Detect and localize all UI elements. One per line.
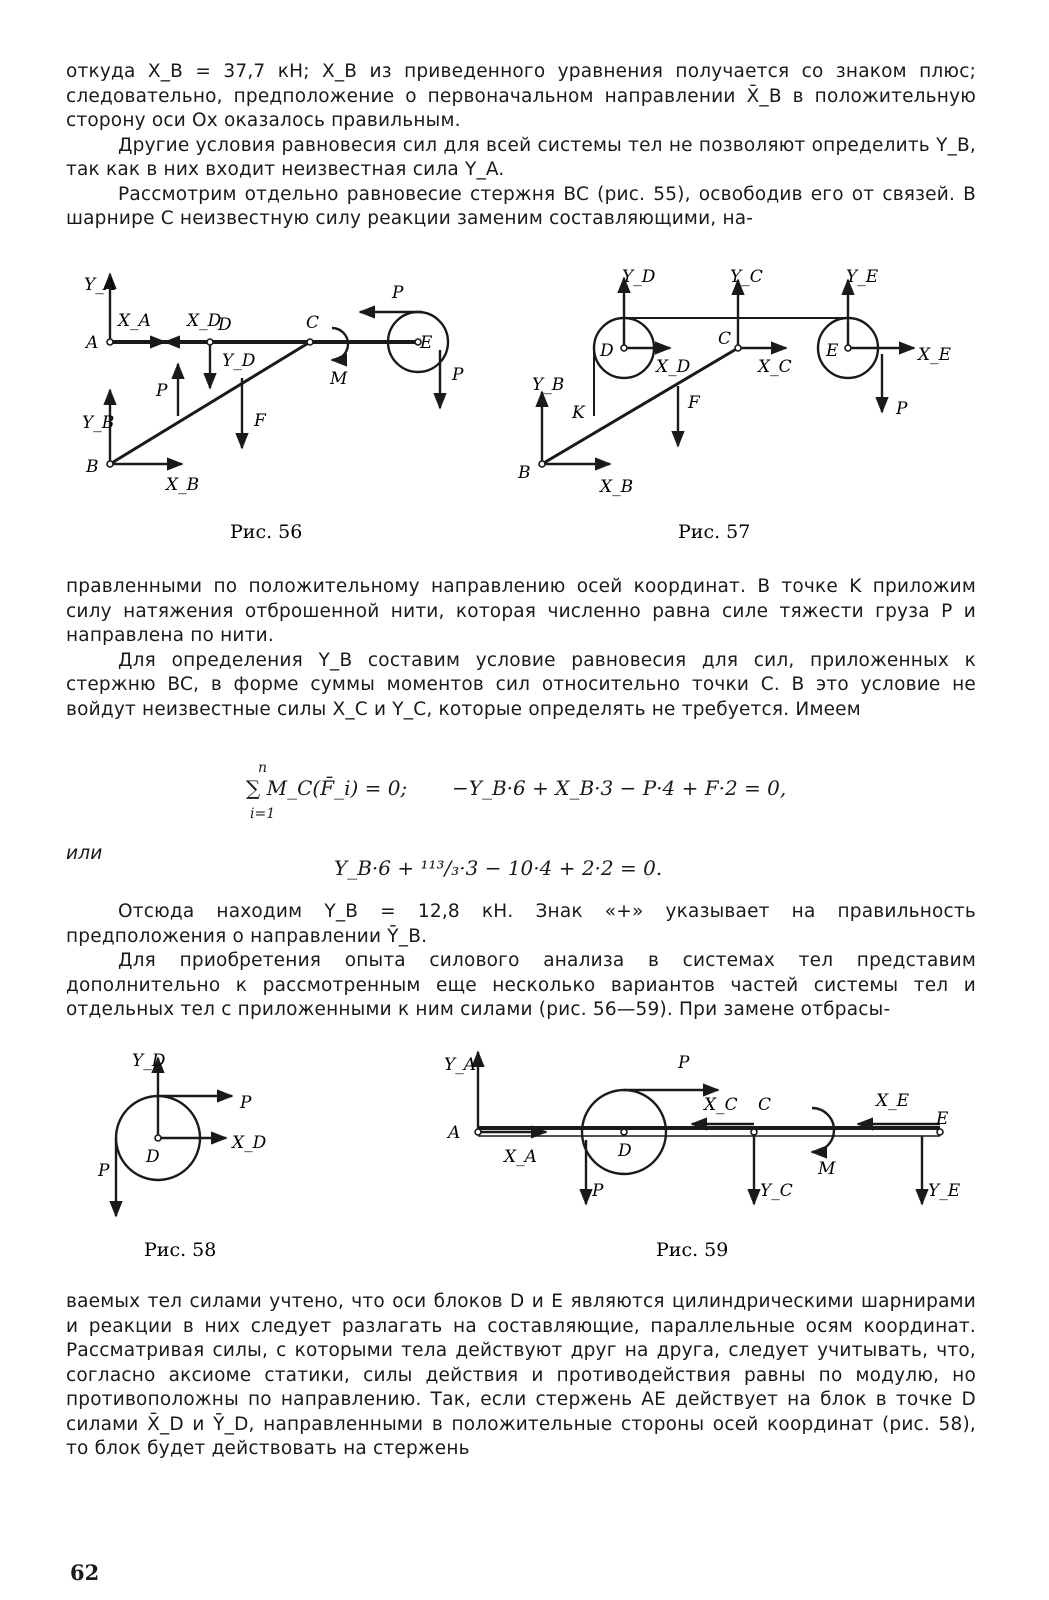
figure-57 (510, 267, 952, 543)
label: E (936, 1109, 949, 1129)
label: P (592, 1181, 604, 1201)
sum-lower-limit: i=1 (250, 806, 276, 822)
text-block-middle (66, 575, 976, 722)
label: Y_A (444, 1055, 476, 1075)
label: Y_C (760, 1181, 793, 1201)
label: X_D (187, 311, 222, 331)
label: X_D (232, 1133, 267, 1153)
label: D (218, 315, 232, 335)
text-block-lower (66, 900, 976, 1023)
paragraph: Другие условия равновесия сил для всей системы тел не позволяют определить Y_B, так как в них входит неизвестная сила Y_A. (66, 134, 976, 180)
label: Y_B (82, 413, 115, 433)
label: P (240, 1093, 252, 1113)
label: B (518, 463, 531, 483)
label: P (896, 399, 908, 419)
label: Y_E (846, 267, 879, 287)
sum-expression: ∑ M_C(F̄_i) = 0; (246, 776, 408, 800)
label: C (758, 1095, 772, 1115)
label: Y_A (84, 275, 116, 295)
label: X_B (166, 475, 200, 495)
label: B (86, 457, 99, 477)
paragraph: или (66, 843, 103, 864)
label: X_E (876, 1091, 910, 1111)
label: P (98, 1161, 110, 1181)
label: M (330, 369, 348, 389)
label: Y_D (222, 351, 256, 371)
figure-caption: Рис. 56 (230, 521, 303, 543)
label: E (826, 341, 839, 361)
label: P (392, 283, 404, 303)
paragraph: правленными по положительному направлению осей координат. В точке K приложим силу натяжения отброшенной нити, которая численно равна силе тяжести груза P и направлена по нити. (66, 576, 976, 646)
label: D (618, 1141, 632, 1161)
label: X_A (118, 311, 151, 331)
figure-59 (440, 1046, 980, 1266)
figure-58 (92, 1046, 282, 1266)
page-number: 62 (70, 1560, 100, 1585)
text-block-top (66, 60, 976, 232)
label: F (688, 393, 700, 413)
label: P (452, 365, 464, 385)
label: Y_D (132, 1051, 166, 1071)
label: C (306, 313, 320, 333)
figure-caption: Рис. 57 (678, 521, 751, 543)
label: X_C (704, 1095, 738, 1115)
label: Y_B (532, 375, 565, 395)
paragraph: Рассмотрим отдельно равновесие стержня BC (рис. 55), освободив его от связей. В шарнире C неизвестную силу реакции заменим составляющими, на- (66, 183, 976, 229)
label: K (572, 403, 585, 423)
equation-2: Y_B·6 + ¹¹³/₃·3 − 10·4 + 2·2 = 0. (334, 856, 663, 880)
label: X_D (656, 357, 691, 377)
figure-caption: Рис. 59 (656, 1239, 729, 1261)
paragraph: Для определения Y_B составим условие равновесия для сил, приложенных к стержню BC, в форме суммы моментов сил относительно точки C. В это условие не войдут неизвестные силы X_C и Y_C, которые определять не требуется. Имеем (66, 649, 976, 720)
label: Y_C (730, 267, 763, 287)
paragraph: откуда X_B = 37,7 кН; X_B из приведенного уравнения получается со знаком плюс; следовательно, предположение о первоначальном направлении X̄_B в положительную сторону оси Ox оказалось правильным. (66, 61, 976, 131)
figure-caption: Рис. 58 (144, 1239, 217, 1261)
label: Y_D (622, 267, 656, 287)
label: A (86, 333, 99, 353)
paragraph: ваемых тел силами учтено, что оси блоков D и E являются цилиндрическими шарнирами и реакции в них следует разлагать на составляющие, параллельные осям координат. Рассматривая силы, с которыми тела действуют друг на друга, следует учитывать, что, согласно аксиоме статики, силы действия и противодействия равны по модулю, но противоположны по направлению. Так, если стержень AE действует на блок в точке D силами X̄_D и Ȳ_D, направленными в положительные стороны осей координат (рис. 58), то блок будет действовать на стержень (66, 1291, 976, 1459)
paragraph: Для приобретения опыта силового анализа в системах тел представим дополнительно к рассмотренным еще несколько вариантов частей системы тел и отдельных тел с приложенными к ним силами (рис. 56—59). При замене отбрасы- (66, 950, 976, 1020)
label: A (448, 1123, 461, 1143)
label: X_E (918, 345, 952, 365)
sum-upper-limit: n (258, 760, 268, 776)
label: M (818, 1159, 836, 1179)
equation-rhs: −Y_B·6 + X_B·3 − P·4 + F·2 = 0, (452, 776, 787, 800)
label: F (254, 411, 266, 431)
label: E (420, 333, 433, 353)
text-block-bottom (66, 1290, 976, 1462)
label: P (156, 381, 168, 401)
label: Y_E (928, 1181, 961, 1201)
paragraph: Отсюда находим Y_B = 12,8 кН. Знак «+» указывает на правильность предположения о направлении Ȳ_B. (66, 901, 976, 947)
label: X_B (600, 477, 634, 497)
label: P (678, 1053, 690, 1073)
label: C (718, 329, 732, 349)
figure-56 (70, 268, 470, 543)
label: X_A (504, 1147, 537, 1167)
label: X_C (758, 357, 792, 377)
label: D (600, 341, 614, 361)
label: D (146, 1147, 160, 1167)
